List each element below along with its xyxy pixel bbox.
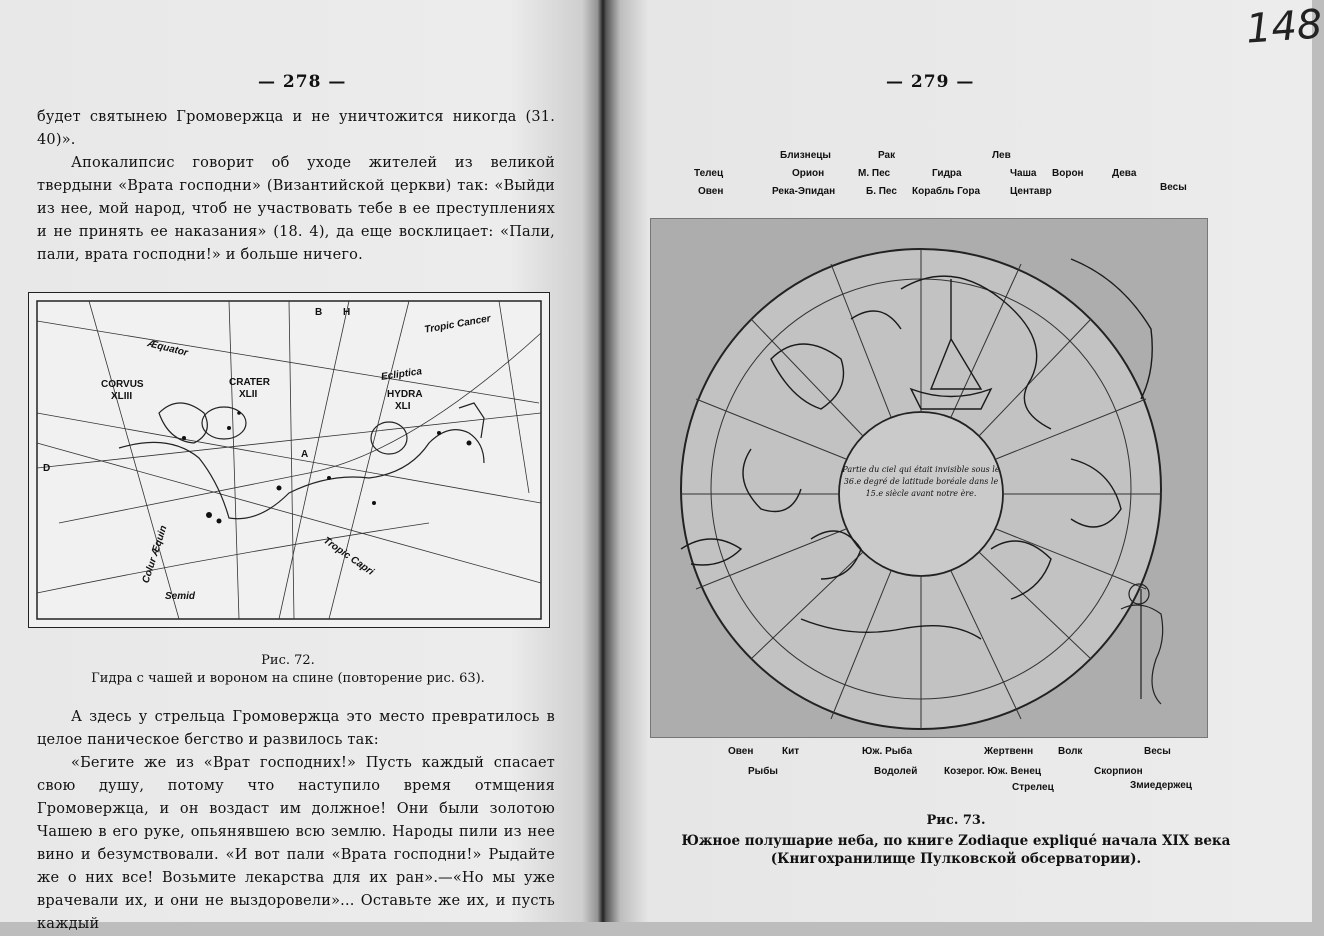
- label-hydra: HYDRA: [387, 389, 423, 400]
- label-a: A: [301, 449, 309, 460]
- label-tsentavr: Центавр: [1010, 186, 1052, 197]
- label-kit: Кит: [782, 746, 800, 757]
- southern-hemisphere-plate: [650, 218, 1208, 738]
- page-number: — 278 —: [258, 72, 347, 92]
- top-text: будет святынею Громовержца и не уничтожится никогда (31. 40)».: [37, 109, 555, 148]
- label-vodoley: Водолей: [874, 766, 918, 777]
- label-orion: Орион: [792, 168, 825, 179]
- label-oven-top: Овен: [698, 186, 724, 197]
- page-number: — 279 —: [886, 72, 975, 92]
- figure-72-caption: Гидра с чашей и вороном на спине (повторение рис. 63).: [91, 671, 485, 686]
- label-semid: Semid: [165, 591, 196, 602]
- label-deva: Дева: [1112, 168, 1137, 179]
- label-tropic-cancer: Tropic Cancer: [423, 313, 492, 336]
- label-voron: Ворон: [1052, 168, 1084, 179]
- star-chart-drawing: [29, 293, 549, 627]
- label-vesy-bottom: Весы: [1144, 746, 1171, 757]
- label-ryby: Рыбы: [748, 766, 778, 777]
- label-kozerog-yuzh-venets: Козерог. Юж. Венец: [944, 766, 1042, 777]
- label-korabl-gora: Корабль Гора: [912, 186, 981, 197]
- label-bliznetsy: Близнецы: [780, 150, 831, 161]
- label-gidra: Гидра: [932, 168, 962, 179]
- paragraph-1: Апокалипсис говорит об уходе жителей из великой твердыни «Врата господни» (Византийской церкви) так: «Выйди из нее, мой народ, чтоб не участвовать тебе в ее преступлениях и не принять ее наказания» (18. 4), да еще восклицает: «Пали, пали, врата господни!» и больше ничего.: [37, 155, 555, 263]
- label-crater-num: XLII: [239, 389, 258, 400]
- label-corvus: CORVUS: [101, 379, 144, 390]
- figure-73-title: Рис. 73.: [926, 813, 986, 828]
- label-colur: Colur Æquin: [140, 524, 170, 585]
- label-tropic-capri: Tropic Capri: [321, 535, 376, 578]
- label-rak: Рак: [878, 150, 896, 161]
- label-crater: CRATER: [229, 377, 270, 388]
- figure-73-caption: Южное полушарие неба, по книге Zodiaque expliqué начала XIX века (Книгохранилище Пулковской обсерватории).: [681, 833, 1231, 867]
- hydra-star-chart: [28, 292, 550, 628]
- label-h: H: [343, 307, 351, 318]
- label-volk: Волк: [1058, 746, 1083, 757]
- label-skorpion: Скорпион: [1094, 766, 1143, 777]
- label-equator: Æquator: [146, 338, 189, 359]
- label-yuzh-ryba: Юж. Рыба: [862, 746, 913, 757]
- label-ecliptica: Ecliptica: [380, 366, 423, 383]
- label-corvus-num: XLIII: [111, 391, 133, 402]
- label-zhertvenn: Жертвенн: [984, 746, 1034, 757]
- label-chasha: Чаша: [1010, 168, 1037, 179]
- label-d: D: [43, 463, 51, 474]
- plate-inscription: Partie du ciel qui était invisible sous le 36.e degré de latitude boréale dans le 15.e siècle avant notre ère.: [842, 465, 1000, 498]
- label-strelets: Стрелец: [1012, 782, 1054, 793]
- paragraph-2: А здесь у стрельца Громовержца это место превратилось в целое паническое бегство и развилось так:: [37, 709, 555, 748]
- label-lev: Лев: [992, 150, 1011, 161]
- right-page: [606, 0, 1324, 922]
- label-vesy-top: Весы: [1160, 182, 1187, 193]
- label-reka-epidan: Река-Эпидан: [772, 186, 836, 197]
- handwritten-number: 148: [1244, 1, 1324, 53]
- left-page: [0, 0, 600, 932]
- label-b-pes: Б. Пес: [866, 186, 897, 197]
- label-zmiederzhets: Змиедержец: [1130, 780, 1192, 791]
- label-b: B: [315, 307, 323, 318]
- label-m-pes: М. Пес: [858, 168, 891, 179]
- label-hydra-num: XLI: [395, 401, 411, 412]
- figure-72-title: Рис. 72.: [261, 653, 315, 668]
- paragraph-3: «Бегите же из «Врат господних!» Пусть каждый спасает свою душу, потому что наступило время отмщения Громовержца, и он воздаст им должное! Они были золотою Чашею в его руке, опьянявшею всю землю. Народы пили из нее вино и безумствовали. «И вот пали «Врата господни!» Рыдайте же о них все! Возьмите лекарства для их ран».—«Но мы уже врачевали их, и они не выздоровели»... Оставьте же их, и пусть каждый: [37, 755, 555, 932]
- label-oven-bottom: Овен: [728, 746, 754, 757]
- label-telets: Телец: [694, 168, 724, 179]
